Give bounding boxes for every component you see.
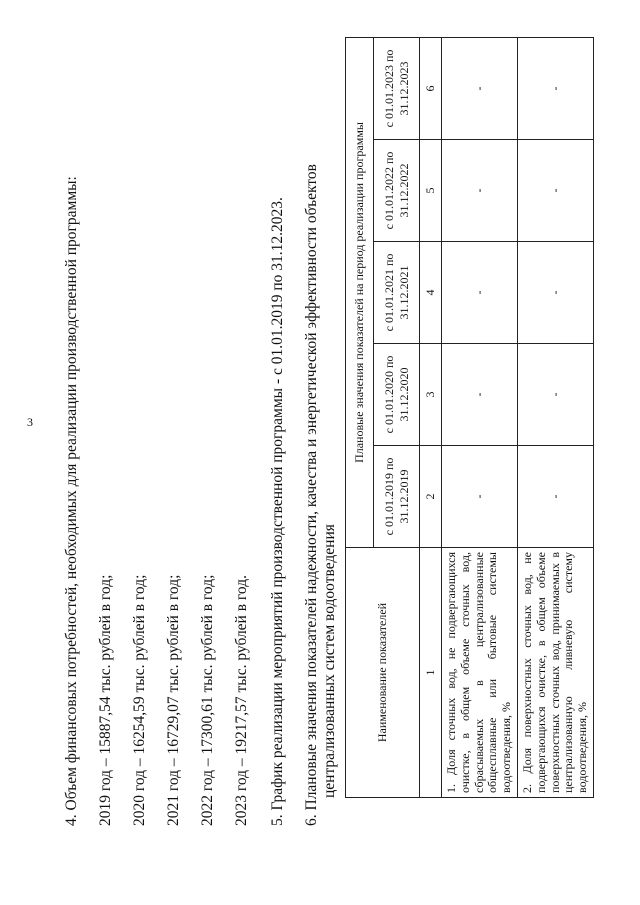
column-number: 1 <box>420 548 442 798</box>
row-indicator-name: 1. Доля сточных вод, не подвергающихся очистке, в общем объеме сточных вод, сбрасываемых в централизованные общесплавные или бытовые системы водоотведения, % <box>442 548 518 798</box>
section5-schedule: 5. График реализации мероприятий производственной программы - с 01.01.2019 по 31.12.2023. <box>269 197 286 826</box>
table-row <box>442 37 518 797</box>
finance-item-2019: 2019 год – 15887,54 тыс. рублей в год; <box>97 574 114 826</box>
finance-item-2021: 2021 год – 16729,07 тыс. рублей в год; <box>165 574 182 826</box>
row-value: - <box>517 140 593 242</box>
row-value: - <box>517 37 593 139</box>
section4-heading: 4. Объем финансовых потребностей, необходимых для реализации производственной программы: <box>63 176 80 826</box>
row-value: - <box>442 140 518 242</box>
row-value: - <box>517 344 593 446</box>
rotated-page-content <box>45 16 605 876</box>
row-value: - <box>442 344 518 446</box>
header-period-2022: с 01.01.2022 по 31.12.2022 <box>374 140 420 242</box>
column-number: 2 <box>420 446 442 548</box>
header-indicator-name: Наименование показателей <box>346 548 420 798</box>
indicators-table <box>345 37 594 798</box>
row-indicator-name: 2. Доля поверхностных сточных вод, не подвергающихся очистке, в общем объеме поверхностных сточных вод, принимаемых в централизованную ливневую систему водоотведения, % <box>517 548 593 798</box>
header-period-2019: с 01.01.2019 по 31.12.2019 <box>374 446 420 548</box>
header-period-2020: с 01.01.2020 по 31.12.2020 <box>374 344 420 446</box>
row-value: - <box>517 446 593 548</box>
row-value: - <box>442 242 518 344</box>
table-row <box>517 37 593 797</box>
header-planned-values: Плановые значения показателей на период реализации программы <box>346 37 374 547</box>
header-period-2023: с 01.01.2023 по 31.12.2023 <box>374 37 420 139</box>
column-number: 3 <box>420 344 442 446</box>
finance-item-2023: 2023 год – 19217,57 тыс. рублей в год. <box>233 575 250 826</box>
column-number: 4 <box>420 242 442 344</box>
page-number: 3 <box>27 415 33 429</box>
finance-item-2022: 2022 год – 17300,61 тыс. рублей в год; <box>199 574 216 826</box>
header-period-2021: с 01.01.2021 по 31.12.2021 <box>374 242 420 344</box>
column-number: 6 <box>420 37 442 139</box>
section6-heading-line1: 6. Плановые значения показателей надежности, качества и энергетической эффективности объектов <box>303 164 320 826</box>
row-value: - <box>517 242 593 344</box>
row-value: - <box>442 37 518 139</box>
section6-heading-line2: централизованных систем водоотведения <box>321 524 338 798</box>
row-value: - <box>442 446 518 548</box>
column-number: 5 <box>420 140 442 242</box>
finance-item-2020: 2020 год – 16254,59 тыс. рублей в год; <box>131 574 148 826</box>
